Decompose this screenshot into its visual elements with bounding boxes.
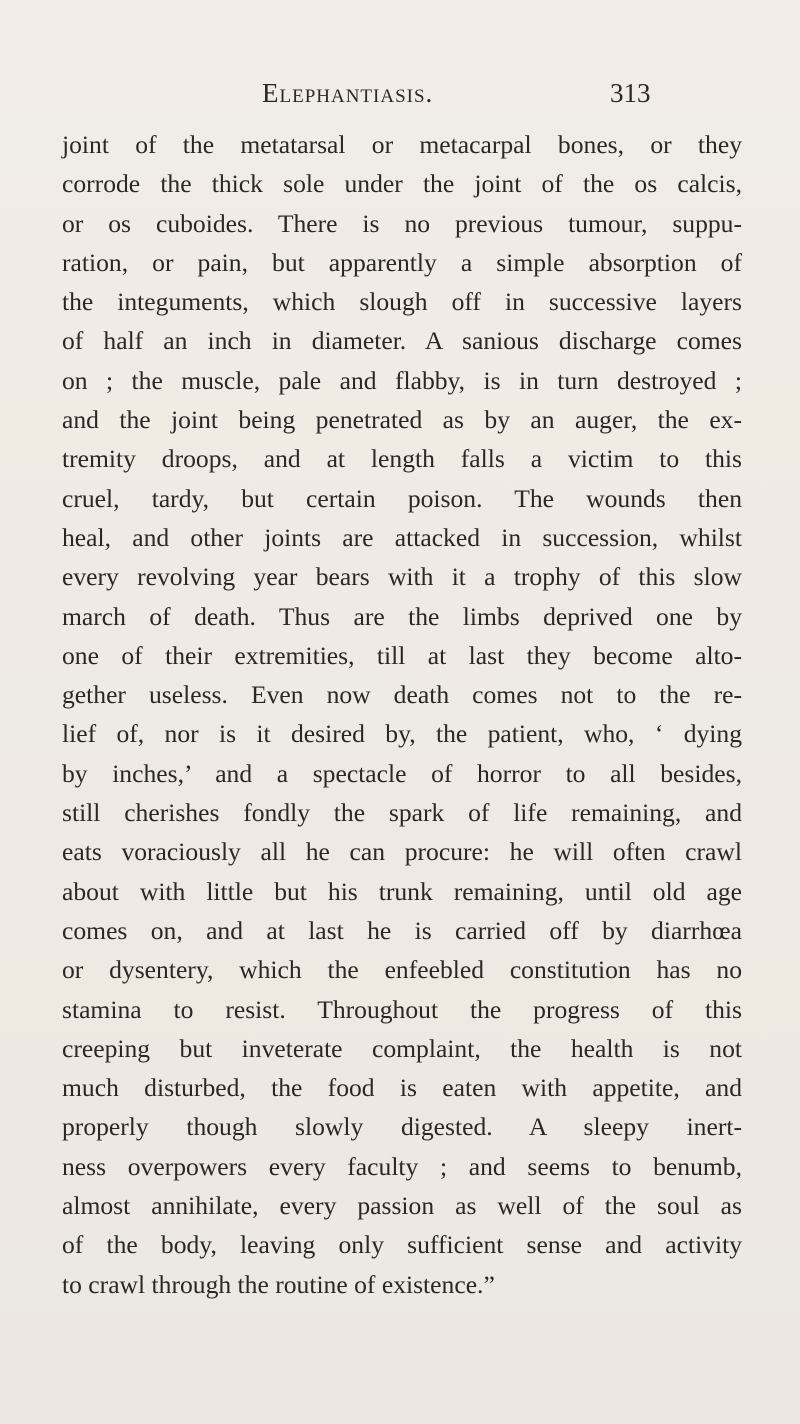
text-line: tremity droops, and at length falls a victim to this (62, 444, 742, 474)
text-line: every revolving year bears with it a trophy of this slow (62, 562, 742, 592)
text-line: stamina to resist. Throughout the progress of this (62, 994, 742, 1024)
running-head (262, 78, 762, 118)
text-line: corrode the thick sole under the joint of the os calcis, (62, 169, 742, 199)
text-line: the integuments, which slough off in successive layers (62, 287, 742, 317)
text-line: much disturbed, the food is eaten with appetite, and (62, 1073, 742, 1103)
running-title: Elephantiasis. (262, 78, 434, 108)
page-number: 313 (610, 78, 651, 108)
text-line: almost annihilate, every passion as well of the soul as (62, 1191, 742, 1221)
text-line: joint of the metatarsal or metacarpal bones, or they (62, 130, 742, 159)
text-line: or os cuboides. There is no previous tumour, suppu- (62, 208, 742, 238)
text-line: by inches,’ and a spectacle of horror to all besides, (62, 758, 742, 788)
text-line: one of their extremities, till at last they become alto- (62, 640, 742, 670)
text-line: still cherishes fondly the spark of life remaining, and (62, 798, 742, 828)
text-line: to crawl through the routine of existence.” (62, 1269, 495, 1299)
text-line: march of death. Thus are the limbs deprived one by (62, 601, 742, 631)
text-line: on ; the muscle, pale and flabby, is in turn destroyed ; (62, 365, 742, 395)
text-line: about with little but his trunk remaining, until old age (62, 876, 742, 906)
text-line: and the joint being penetrated as by an auger, the ex- (62, 405, 742, 435)
text-line: gether useless. Even now death comes not to the re- (62, 680, 742, 710)
text-line: creeping but inveterate complaint, the health is not (62, 1033, 742, 1063)
text-line: lief of, nor is it desired by, the patient, who, ‘ dying (62, 719, 742, 749)
text-line: ration, or pain, but apparently a simple absorption of (62, 247, 742, 277)
text-line: comes on, and at last he is carried off by diarrhœa (62, 915, 742, 945)
text-line: cruel, tardy, but certain poison. The wounds then (62, 483, 742, 513)
text-line: of the body, leaving only sufficient sense and activity (62, 1230, 742, 1260)
text-line: properly though slowly digested. A sleepy inert- (62, 1112, 742, 1142)
body-text (62, 125, 742, 1304)
text-line: ness overpowers every faculty ; and seems to benumb, (62, 1151, 742, 1181)
text-line: heal, and other joints are attacked in succession, whilst (62, 522, 742, 552)
text-line: of half an inch in diameter. A sanious discharge comes (62, 326, 742, 356)
text-line: or dysentery, which the enfeebled constitution has no (62, 955, 742, 985)
text-line: eats voraciously all he can procure: he will often crawl (62, 837, 742, 867)
